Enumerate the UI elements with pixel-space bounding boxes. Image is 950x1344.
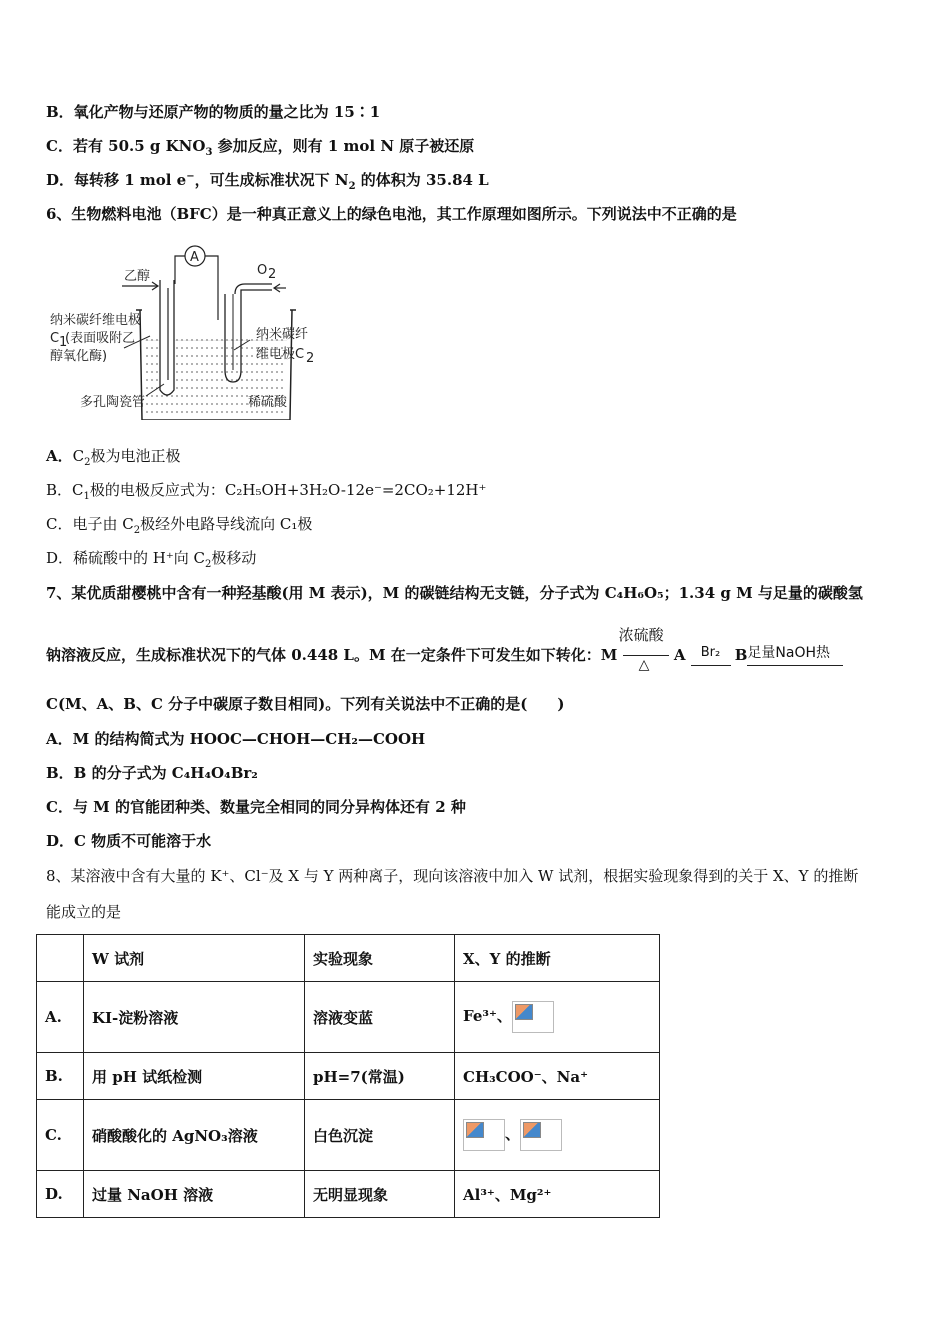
broken-image-icon [520,1119,562,1151]
svg-text:2: 2 [268,267,277,282]
svg-text:A: A [190,250,199,265]
svg-text:C: C [50,331,60,346]
broken-image-icon [512,1001,554,1033]
svg-text:1: 1 [59,335,68,350]
table-header-row: W 试剂 实验现象 X、Y 的推断 [37,935,660,982]
broken-image-icon [463,1119,505,1151]
svg-text:纳米碳纤: 纳米碳纤 [256,327,309,342]
svg-text:2: 2 [306,351,315,366]
q6-option-c: C．电子由 $C_2$极经外电路导线流向 C₁极 [46,515,313,536]
q7-option-c: C．与 M 的官能团种类、数量完全相同的同分异构体还有 2 种 [46,798,466,816]
svg-text:多孔陶瓷管: 多孔陶瓷管 [80,395,146,410]
q6-option-a: A．$C_2$极为电池正极 [46,447,181,468]
reaction-arrow-1: 浓硫酸 △ [623,645,669,665]
reaction-arrow-3: 足量NaOH热 [747,645,847,665]
q6-stem: 6、生物燃料电池（BFC）是一种真正意义上的绿色电池，其工作原理如图所示。下列说法中不正确的是 [46,205,737,223]
q8-table [36,934,660,1218]
svg-text:醇氧化酶): 醇氧化酶) [50,349,108,364]
q8-stem-2: 能成立的是 [46,903,122,921]
table-row: A. KI-淀粉溶液 溶液变蓝 Fe³⁺、 [37,982,660,1053]
q7-option-a: A．M 的结构简式为 HOOC—CHOH—CH₂—COOH [46,730,426,748]
reaction-arrow-2: Br₂ [691,645,735,665]
svg-text:O: O [257,263,268,278]
svg-text:(表面吸附乙: (表面吸附乙 [65,331,136,346]
q7-option-d: D．C 物质不可能溶于水 [46,832,212,850]
q5-option-d: D．每转移 1 mol e−，可生成标准状况下 $N_2$ 的体积为 35.84 L [46,171,489,192]
table-row: D. 过量 NaOH 溶液 无明显现象 Al³⁺、Mg²⁺ [37,1171,660,1218]
q7-stem-1: 7、某优质甜樱桃中含有一种羟基酸(用 M 表示)，M 的碳链结构无支链，分子式为 C₄H₆O₅；1.34 g M 与足量的碳酸氢 [46,584,863,602]
q5-option-b: B．氧化产物与还原产物的物质的量之比为 15∶1 [46,103,381,121]
svg-text:稀硫酸: 稀硫酸 [248,395,288,410]
q7-stem-3: C(M、A、B、C 分子中碳原子数目相同)。下列有关说法中不正确的是( ) [46,695,565,713]
table-row: B. 用 pH 试纸检测 pH=7(常温) CH₃COO⁻、Na⁺ [37,1053,660,1100]
svg-text:纳米碳纤维电极: 纳米碳纤维电极 [50,313,142,328]
fuel-cell-diagram [50,240,350,420]
q7-option-b: B．B 的分子式为 C₄H₄O₄Br₂ [46,764,258,782]
q6-option-d: D．稀硫酸中的 H⁺向 $C_2$极移动 [46,549,257,570]
svg-text:维电极C: 维电极C [256,347,305,362]
q5-option-c: C．若有 50.5 g $KNO_3$ 参加反应，则有 1 mol N 原子被还原 [46,137,475,158]
q6-option-b: B．$C_1$极的电极反应式为：C₂H₅OH+3H₂O-12e⁻=2CO₂+12H⁺ [46,481,487,502]
table-row: C. 硝酸酸化的 AgNO₃溶液 白色沉淀 、 [37,1100,660,1171]
porous-ceramic-tube [160,280,174,395]
q8-stem-1: 8、某溶液中含有大量的 K⁺、Cl⁻及 X 与 Y 两种离子，现向该溶液中加入 W 试剂，根据实验现象得到的关于 X、Y 的推断 [46,867,859,885]
q7-stem-2: 钠溶液反应，生成标准状况下的气体 0.448 L。M 在一定条件下可发生如下转化：M 浓硫酸 △ A Br₂ B 足量NaOH热 [46,645,847,665]
svg-text:乙醇: 乙醇 [124,269,151,284]
